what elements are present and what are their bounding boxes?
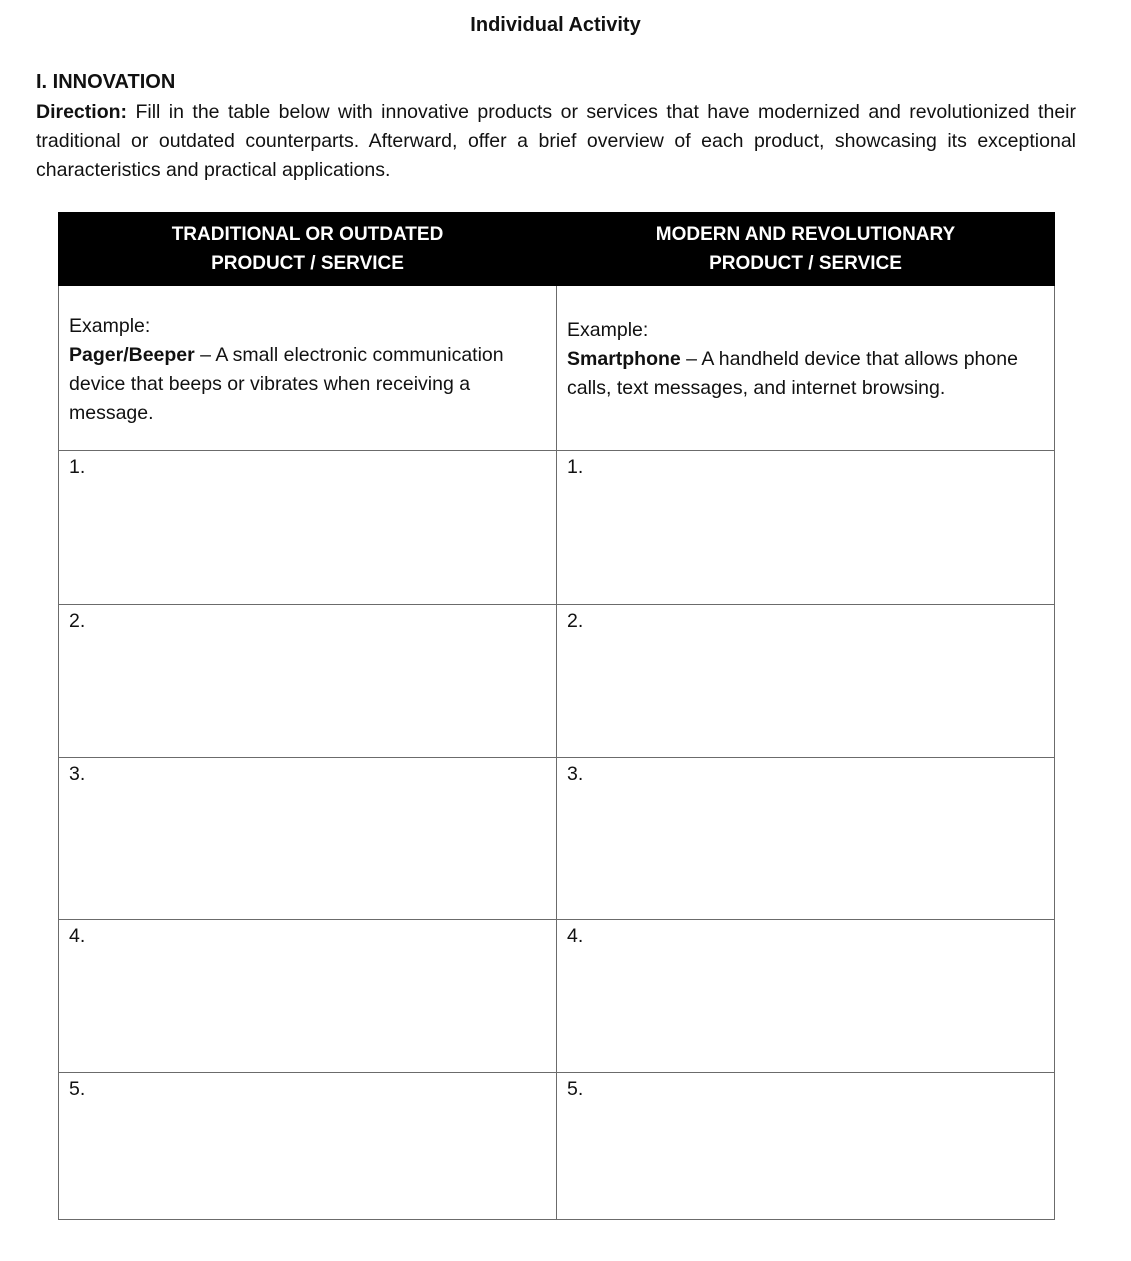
- answer-cell-modern[interactable]: [557, 451, 1055, 605]
- answer-cell-traditional[interactable]: [59, 758, 557, 920]
- direction-paragraph: [36, 98, 1076, 185]
- example-cell-modern: [557, 286, 1055, 451]
- header-traditional-line2: PRODUCT / SERVICE: [211, 253, 404, 274]
- row-number: 3.: [69, 763, 86, 785]
- answer-cell-modern[interactable]: [557, 605, 1055, 758]
- row-number: 5.: [567, 1078, 584, 1100]
- direction-label: Direction:: [36, 101, 128, 123]
- answer-cell-traditional[interactable]: [59, 605, 557, 758]
- header-modern-line1: MODERN AND REVOLUTIONARY: [655, 224, 956, 245]
- table-row: [59, 758, 1055, 920]
- row-number: 5.: [69, 1078, 86, 1100]
- innovation-table: [58, 212, 1055, 1220]
- example-text: [567, 345, 1044, 403]
- answer-cell-traditional[interactable]: [59, 1073, 557, 1220]
- example-item-description: – A small electronic communication device that beeps or vibrates when receiving a message.: [69, 344, 504, 424]
- table-header-row: [59, 213, 1055, 286]
- example-item-name: Smartphone: [567, 348, 681, 370]
- row-number: 3.: [567, 763, 584, 785]
- row-number: 4.: [567, 925, 584, 947]
- table-row: [59, 920, 1055, 1073]
- page-title: Individual Activity: [470, 14, 641, 36]
- row-number: 2.: [69, 610, 86, 632]
- example-label: Example:: [567, 319, 649, 341]
- header-traditional-line1: TRADITIONAL OR OUTDATED: [171, 224, 444, 245]
- header-modern-line2: PRODUCT / SERVICE: [709, 253, 902, 274]
- row-number: 1.: [567, 456, 584, 478]
- table-row: [59, 451, 1055, 605]
- answer-cell-traditional[interactable]: [59, 451, 557, 605]
- answer-cell-modern[interactable]: [557, 1073, 1055, 1220]
- example-label: Example:: [69, 315, 151, 337]
- answer-cell-traditional[interactable]: [59, 920, 557, 1073]
- row-number: 2.: [567, 610, 584, 632]
- example-item-name: Pager/Beeper: [69, 344, 195, 366]
- example-item-description: – A handheld device that allows phone calls, text messages, and internet browsing.: [567, 348, 1018, 399]
- row-number: 4.: [69, 925, 86, 947]
- table-row: [59, 605, 1055, 758]
- example-text: [69, 341, 546, 428]
- example-cell-traditional: [59, 286, 557, 451]
- header-traditional: [59, 213, 557, 286]
- example-row: [59, 286, 1055, 451]
- answer-cell-modern[interactable]: [557, 758, 1055, 920]
- section-heading: I. INNOVATION: [36, 71, 176, 93]
- answer-cell-modern[interactable]: [557, 920, 1055, 1073]
- direction-text: Fill in the table below with innovative products or services that have modernized and revolutionized their traditional or outdated counterparts. Afterward, offer a brief overview of each product, showcasing its exceptional characteristics and practical applications.: [36, 101, 1076, 181]
- header-modern: [557, 213, 1055, 286]
- row-number: 1.: [69, 456, 86, 478]
- table-row: [59, 1073, 1055, 1220]
